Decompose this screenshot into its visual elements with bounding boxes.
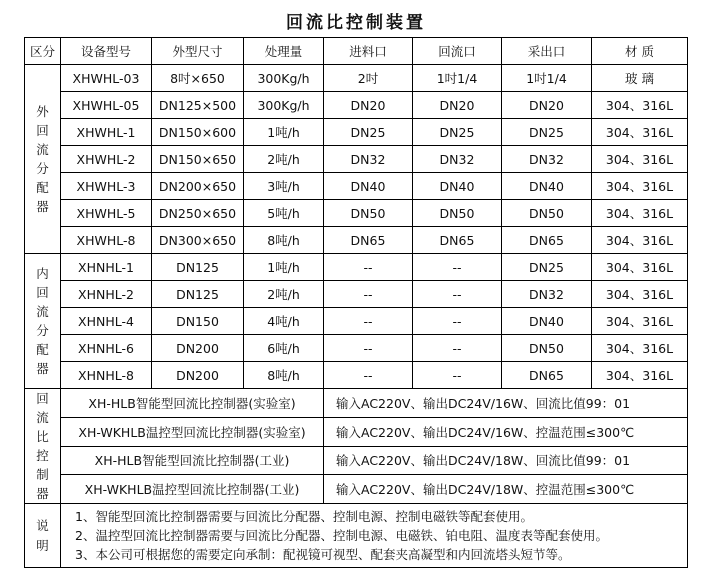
table-cell — [61, 281, 152, 308]
table-cell — [324, 146, 413, 173]
controller-row — [25, 446, 688, 475]
table-cell-text: DN25 — [529, 124, 564, 140]
group-notes-label: 说明 — [36, 517, 49, 553]
table-cell-text: DN25 — [529, 259, 564, 275]
table-cell-text: DN125 — [176, 286, 219, 302]
table-cell — [592, 119, 688, 146]
table-cell-text: 304、316L — [605, 125, 674, 140]
table-cell-text: DN65 — [529, 232, 564, 248]
table-cell — [152, 146, 244, 173]
note-line: 3、本公司可根据您的需要定向承制：配视镜可视型、配套夹高凝型和内回流塔头短节等。 — [75, 547, 571, 562]
table-cell — [324, 173, 413, 200]
table-cell — [592, 92, 688, 119]
table-cell-text: DN200 — [176, 340, 219, 356]
table-cell — [152, 281, 244, 308]
table-cell-text: DN65 — [439, 232, 475, 248]
table-row — [25, 119, 688, 146]
table-cell — [61, 335, 152, 362]
table-cell — [244, 119, 324, 146]
table-cell — [413, 335, 502, 362]
table-cell — [502, 227, 592, 254]
table-cell — [61, 65, 152, 92]
table-cell — [324, 254, 413, 281]
table-cell-text: DN32 — [529, 151, 564, 167]
table-cell-text: XHWHL-05 — [72, 97, 140, 113]
table-cell — [324, 200, 413, 227]
table-cell-text: -- — [452, 340, 462, 356]
table-cell-text: DN150×650 — [158, 151, 237, 167]
table-row — [25, 254, 688, 281]
table-cell-text: DN25 — [350, 124, 386, 140]
table-cell — [413, 227, 502, 254]
table-row — [25, 146, 688, 173]
table-cell-text: 3吨/h — [267, 179, 300, 194]
controller-model-text: XH-HLB智能型回流比控制器(实验室) — [88, 395, 296, 411]
table-cell-text: DN200 — [176, 367, 219, 383]
table-cell — [244, 335, 324, 362]
table-cell — [61, 254, 152, 281]
table-cell — [152, 200, 244, 227]
table-cell-text: DN32 — [529, 286, 564, 302]
table-cell — [244, 92, 324, 119]
table-row — [25, 92, 688, 119]
controller-spec — [324, 446, 688, 475]
table-cell — [244, 281, 324, 308]
table-cell — [502, 254, 592, 281]
table-cell-text: 5吨/h — [267, 206, 300, 221]
controller-model — [61, 389, 324, 418]
note-line: 2、温控型回流比控制器需要与回流比分配器、控制电源、电磁铁、铂电阻、温度表等配套使用。 — [75, 528, 608, 543]
table-cell-text: 304、316L — [605, 260, 674, 275]
table-cell-text: 300Kg/h — [257, 70, 310, 86]
table-cell — [324, 362, 413, 389]
page-title: 回流比控制装置 — [286, 13, 426, 33]
table-cell-text: 1吨/h — [267, 125, 300, 140]
spec-table — [24, 37, 688, 568]
table-cell-text: XHWHL-2 — [76, 151, 136, 167]
table-cell-text: 2吋 — [357, 71, 379, 86]
table-cell-text: -- — [363, 367, 373, 383]
table-cell — [61, 227, 152, 254]
table-cell-text: 8吋×650 — [170, 71, 225, 86]
table-cell — [502, 65, 592, 92]
table-cell-text: -- — [452, 259, 462, 275]
table-cell — [324, 227, 413, 254]
table-cell — [502, 308, 592, 335]
table-cell-text: 1吋1/4 — [526, 71, 567, 86]
table-cell-text: 1吨/h — [267, 260, 300, 275]
table-cell — [152, 227, 244, 254]
table-cell-text: DN40 — [529, 178, 564, 194]
table-cell — [413, 281, 502, 308]
note-line: 1、智能型回流比控制器需要与回流比分配器、控制电源、控制电磁铁等配套使用。 — [75, 509, 533, 524]
table-cell-text: DN65 — [529, 367, 564, 383]
controller-spec — [324, 417, 688, 446]
table-cell-text: DN125 — [176, 259, 219, 275]
table-cell-text: DN40 — [350, 178, 386, 194]
group-outer-label: 外回流分配器 — [36, 104, 49, 214]
table-cell-text: 玻 璃 — [625, 71, 654, 86]
header-cell: 处理量 — [244, 38, 324, 65]
table-cell-text: XHNHL-2 — [78, 286, 134, 302]
table-cell-text: 304、316L — [605, 341, 674, 356]
table-cell — [61, 92, 152, 119]
table-cell-text: DN50 — [350, 205, 386, 221]
table-cell — [244, 146, 324, 173]
table-cell — [413, 362, 502, 389]
table-cell-text: -- — [363, 340, 373, 356]
table-cell-text: XHWHL-3 — [76, 178, 136, 194]
table-cell — [244, 200, 324, 227]
table-cell — [61, 200, 152, 227]
table-cell — [152, 92, 244, 119]
notes-row — [25, 504, 688, 568]
controller-spec-text: 输入AC220V、输出DC24V/18W、控温范围≤300℃ — [336, 482, 635, 498]
table-cell — [413, 173, 502, 200]
table-cell-text: DN50 — [439, 205, 475, 221]
group-notes — [25, 504, 61, 568]
table-cell — [324, 308, 413, 335]
table-cell — [592, 308, 688, 335]
table-cell-text: 304、316L — [605, 368, 674, 383]
header-cell: 回流口 — [413, 38, 502, 65]
table-cell — [502, 173, 592, 200]
group-outer — [25, 65, 61, 254]
table-cell — [244, 65, 324, 92]
table-cell — [592, 146, 688, 173]
header-cell: 进料口 — [324, 38, 413, 65]
controller-model-text: XH-WKHLB温控型回流比控制器(实验室) — [78, 424, 306, 440]
table-cell-text: XHNHL-6 — [78, 340, 134, 356]
controller-row — [25, 417, 688, 446]
table-cell-text: 300Kg/h — [257, 97, 310, 113]
table-cell-text: 8吨/h — [267, 233, 300, 248]
table-cell — [61, 146, 152, 173]
table-cell-text: 304、316L — [605, 179, 674, 194]
table-cell-text: 8吨/h — [267, 368, 300, 383]
table-row — [25, 200, 688, 227]
table-cell-text: DN25 — [439, 124, 475, 140]
table-cell-text: DN20 — [439, 97, 475, 113]
table-cell-text: DN40 — [529, 313, 564, 329]
table-cell — [502, 362, 592, 389]
table-cell — [152, 173, 244, 200]
table-cell-text: 304、316L — [605, 233, 674, 248]
table-cell-text: DN150 — [176, 313, 219, 329]
table-cell-text: XHNHL-8 — [78, 367, 134, 383]
table-row — [25, 65, 688, 92]
table-cell — [413, 65, 502, 92]
controller-spec — [324, 475, 688, 504]
group-controller-label: 回流比控制器 — [36, 391, 49, 501]
table-cell — [152, 362, 244, 389]
table-cell — [502, 281, 592, 308]
table-cell-text: 1吋1/4 — [436, 71, 478, 86]
table-row — [25, 335, 688, 362]
table-cell — [244, 227, 324, 254]
controller-spec-text: 输入AC220V、输出DC24V/18W、回流比值99：01 — [336, 453, 631, 469]
header-cell: 区分 — [25, 38, 61, 65]
group-inner-label: 内回流分配器 — [36, 266, 49, 376]
table-cell-text: XHWHL-1 — [76, 124, 136, 140]
table-cell-text: XHWHL-03 — [72, 70, 140, 86]
table-cell-text: XHWHL-8 — [76, 232, 136, 248]
table-cell — [324, 92, 413, 119]
controller-model — [61, 446, 324, 475]
table-cell — [592, 227, 688, 254]
table-cell — [413, 254, 502, 281]
table-cell — [592, 362, 688, 389]
controller-model-text: XH-HLB智能型回流比控制器(工业) — [94, 453, 290, 469]
table-cell-text: DN50 — [529, 340, 564, 356]
table-cell — [413, 119, 502, 146]
table-cell — [152, 254, 244, 281]
table-cell-text: 304、316L — [605, 152, 674, 167]
table-cell — [502, 146, 592, 173]
table-cell — [152, 119, 244, 146]
table-row — [25, 173, 688, 200]
table-cell — [502, 119, 592, 146]
table-cell — [592, 281, 688, 308]
table-cell — [244, 173, 324, 200]
table-cell — [592, 335, 688, 362]
table-cell-text: 6吨/h — [267, 341, 300, 356]
table-cell-text: 4吨/h — [267, 314, 300, 329]
table-cell-text: -- — [452, 313, 462, 329]
header-cell: 材 质 — [592, 38, 688, 65]
table-cell — [244, 308, 324, 335]
table-cell-text: DN40 — [439, 178, 475, 194]
table-cell — [324, 65, 413, 92]
notes-cell — [61, 504, 688, 568]
controller-spec-text: 输入AC220V、输出DC24V/16W、控温范围≤300℃ — [336, 424, 635, 440]
table-cell-text: 304、316L — [605, 287, 674, 302]
table-cell-text: 304、316L — [605, 98, 674, 113]
table-cell — [413, 146, 502, 173]
table-cell-text: DN250×650 — [158, 205, 237, 221]
table-cell — [152, 65, 244, 92]
header-cell: 采出口 — [502, 38, 592, 65]
table-cell-text: -- — [452, 286, 462, 302]
table-cell — [413, 308, 502, 335]
table-cell — [592, 200, 688, 227]
table-cell — [592, 173, 688, 200]
table-cell — [413, 92, 502, 119]
group-inner — [25, 254, 61, 389]
table-cell-text: 2吨/h — [267, 287, 300, 302]
header-cell: 外型尺寸 — [152, 38, 244, 65]
table-cell-text: 304、316L — [605, 314, 674, 329]
table-cell — [61, 119, 152, 146]
table-cell-text: -- — [363, 259, 373, 275]
table-cell-text: DN20 — [350, 97, 386, 113]
group-controller — [25, 389, 61, 504]
table-cell-text: -- — [363, 313, 373, 329]
table-cell-text: DN125×500 — [158, 97, 237, 113]
table-row — [25, 227, 688, 254]
table-cell — [502, 92, 592, 119]
table-cell — [244, 362, 324, 389]
header-cell: 设备型号 — [61, 38, 152, 65]
table-cell — [324, 335, 413, 362]
table-cell-text: XHWHL-5 — [76, 205, 136, 221]
table-cell-text: DN50 — [529, 205, 564, 221]
table-cell — [592, 254, 688, 281]
table-cell-text: DN32 — [439, 151, 475, 167]
controller-model — [61, 417, 324, 446]
table-cell — [324, 281, 413, 308]
table-cell — [152, 335, 244, 362]
table-cell — [502, 200, 592, 227]
table-cell — [592, 65, 688, 92]
table-cell-text: DN65 — [350, 232, 386, 248]
table-cell-text: DN150×600 — [158, 124, 237, 140]
table-cell-text: DN200×650 — [158, 178, 237, 194]
table-cell — [61, 173, 152, 200]
table-row — [25, 281, 688, 308]
table-cell-text: -- — [452, 367, 462, 383]
table-cell — [324, 119, 413, 146]
table-row — [25, 362, 688, 389]
controller-spec — [324, 389, 688, 418]
header-row — [25, 38, 688, 65]
controller-row — [25, 389, 688, 418]
table-cell — [152, 308, 244, 335]
table-cell-text: 304、316L — [605, 206, 674, 221]
table-row — [25, 308, 688, 335]
table-cell-text: DN20 — [529, 97, 564, 113]
controller-model — [61, 475, 324, 504]
table-cell-text: XHNHL-1 — [78, 259, 134, 275]
controller-row — [25, 475, 688, 504]
table-cell-text: -- — [363, 286, 373, 302]
controller-spec-text: 输入AC220V、输出DC24V/16W、回流比值99：01 — [336, 395, 631, 411]
table-cell-text: 2吨/h — [267, 152, 300, 167]
table-cell — [502, 335, 592, 362]
table-cell — [61, 362, 152, 389]
table-cell — [244, 254, 324, 281]
controller-model-text: XH-WKHLB温控型回流比控制器(工业) — [84, 482, 300, 498]
table-cell-text: DN32 — [350, 151, 386, 167]
table-cell-text: XHNHL-4 — [78, 313, 134, 329]
table-cell — [61, 308, 152, 335]
table-cell-text: DN300×650 — [158, 232, 237, 248]
table-cell — [413, 200, 502, 227]
